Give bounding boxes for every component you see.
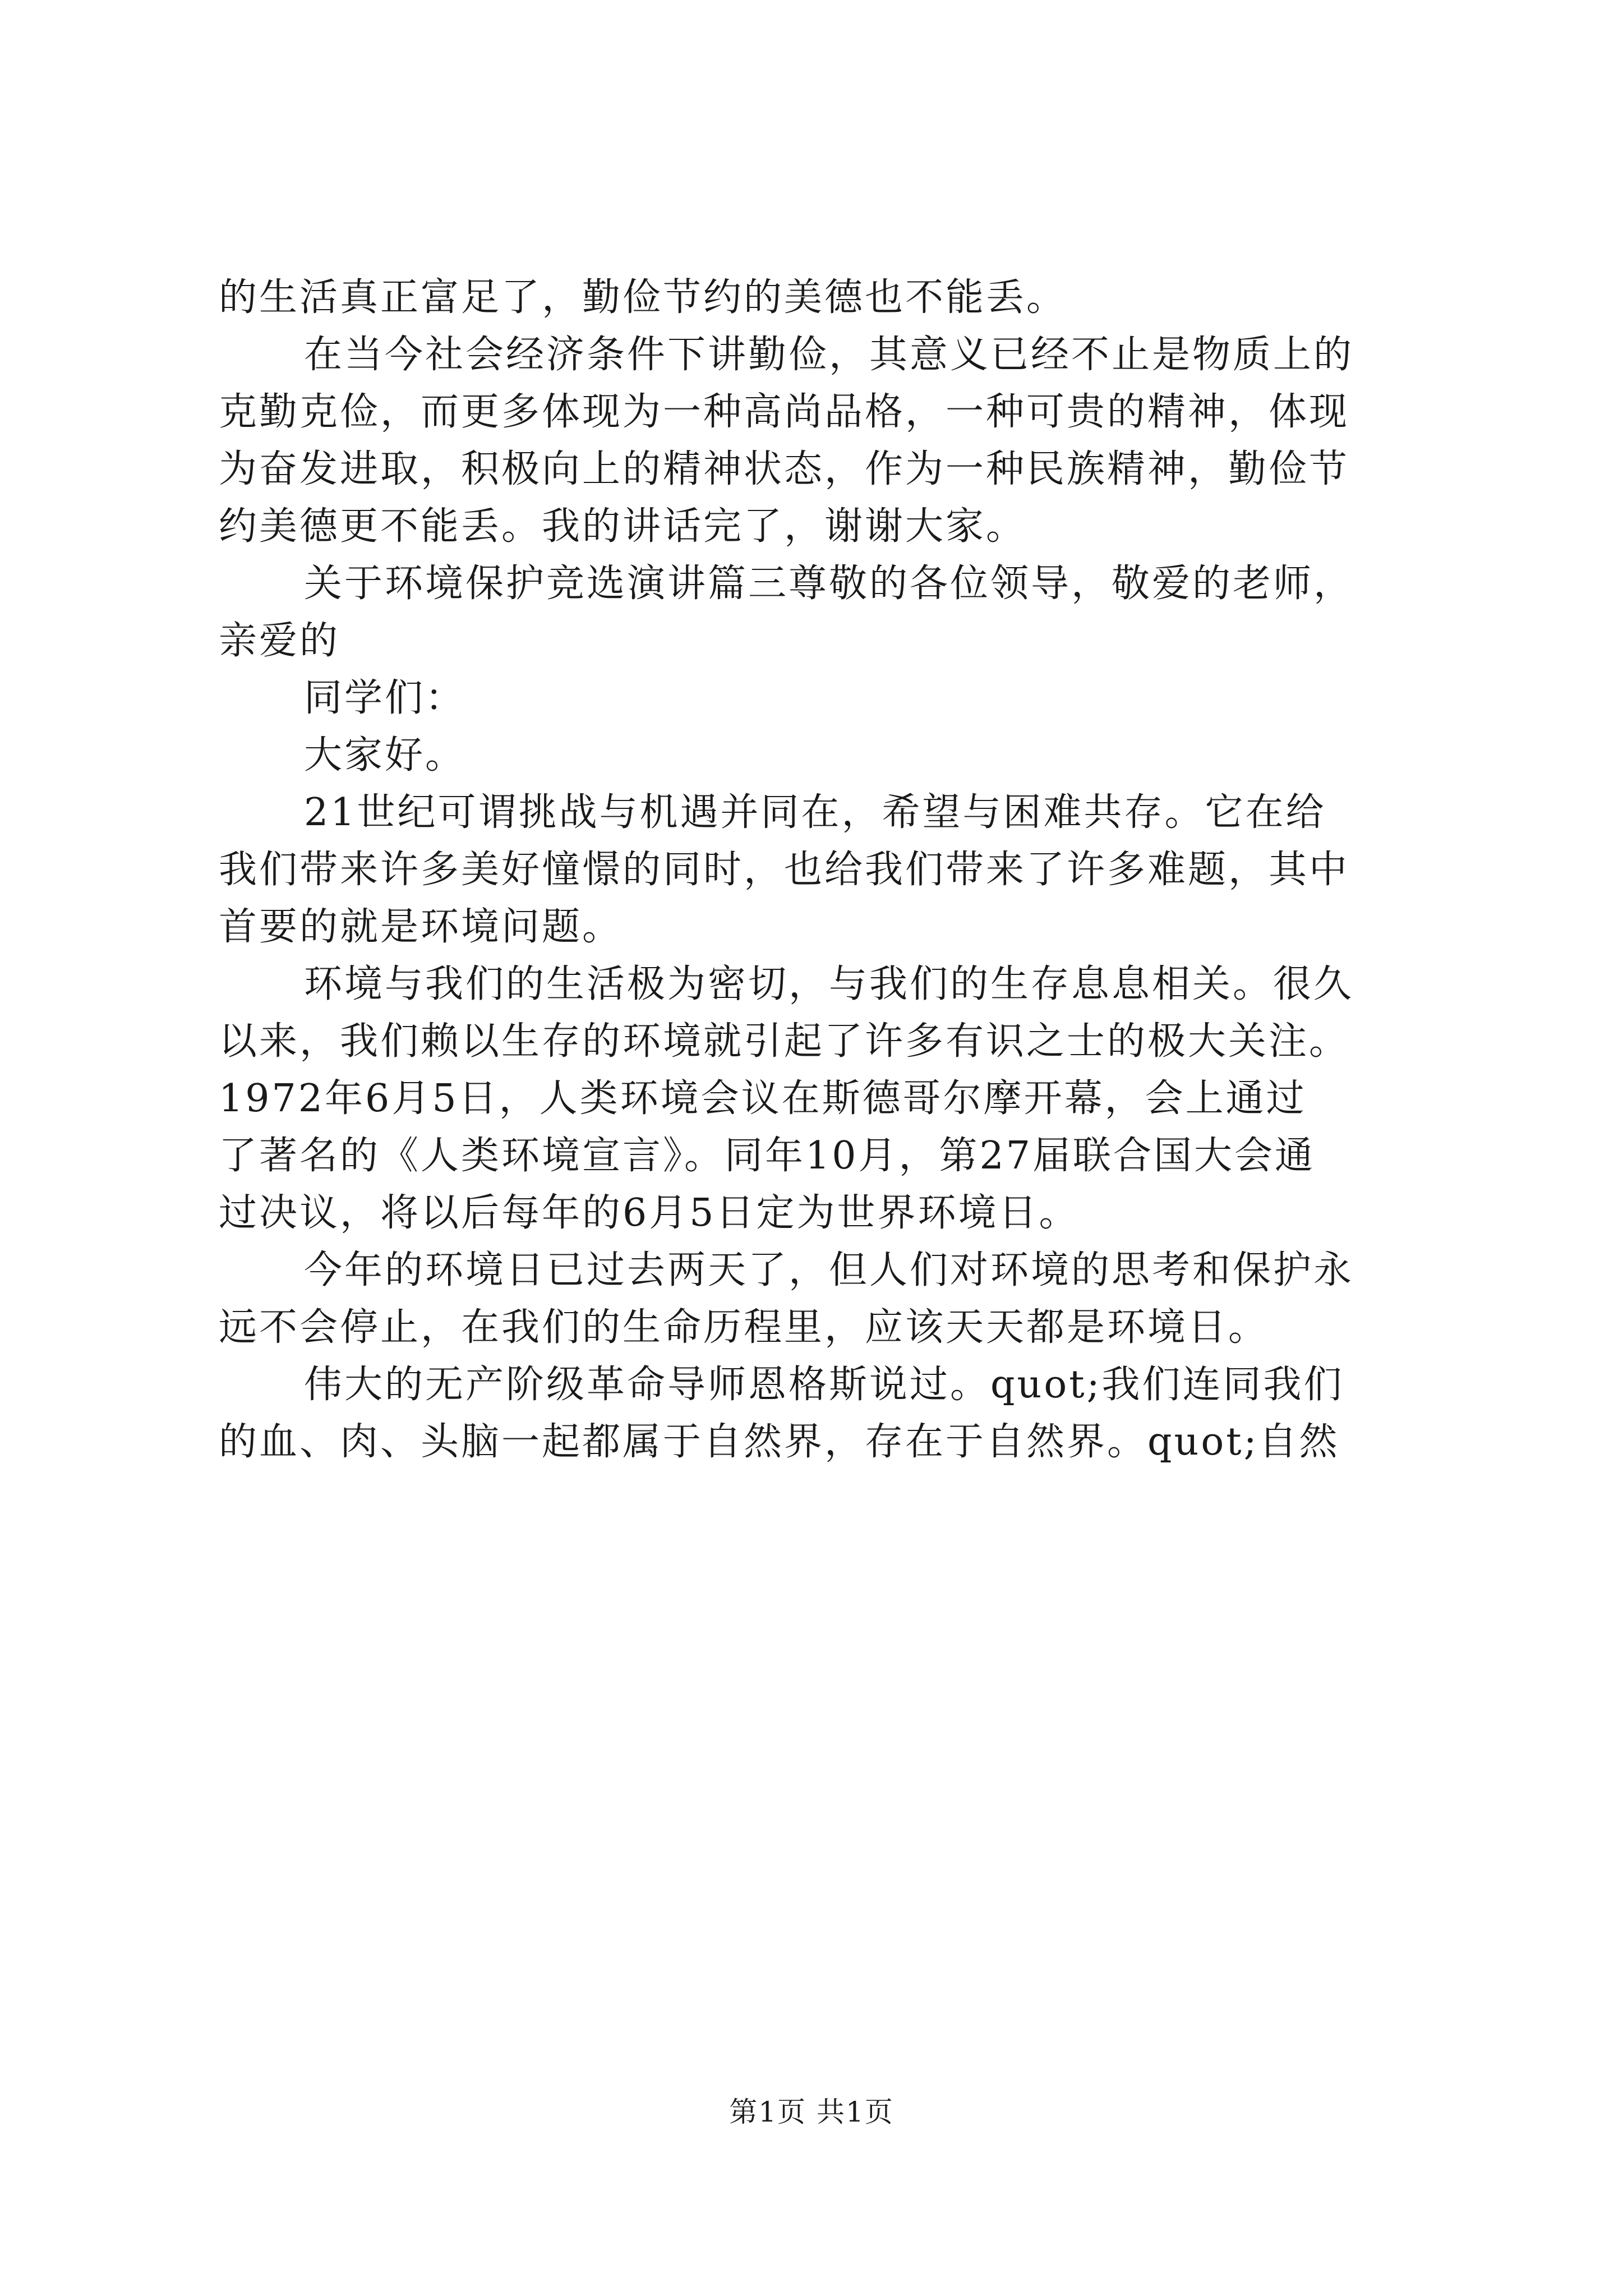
text-line: 远不会停止，在我们的生命历程里，应该天天都是环境日。 bbox=[219, 1305, 1269, 1350]
text-line: 过决议，将以后每年的6月5日定为世界环境日。 bbox=[219, 1191, 1080, 1235]
text-line: 约美德更不能丢。我的讲话完了，谢谢大家。 bbox=[219, 504, 1027, 549]
text-line: 以来，我们赖以生存的环境就引起了许多有识之士的极大关注。 bbox=[219, 1019, 1350, 1064]
text-line: 的血、肉、头脑一起都属于自然界，存在于自然界。quot;自然 bbox=[219, 1420, 1340, 1464]
text-line: 的生活真正富足了，勤俭节约的美德也不能丢。 bbox=[219, 275, 1067, 320]
text-line: 1972年6月5日，人类环境会议在斯德哥尔摩开幕，会上通过 bbox=[219, 1076, 1307, 1121]
paragraph-start-line: 同学们： bbox=[304, 676, 466, 720]
page-footer bbox=[0, 2092, 1623, 2132]
text-line: 我们带来许多美好憧憬的同时，也给我们带来了许多难题，其中 bbox=[219, 848, 1350, 892]
paragraph-start-line: 在当今社会经济条件下讲勤俭，其意义已经不止是物质上的 bbox=[304, 333, 1354, 377]
document-body bbox=[219, 269, 1419, 1471]
paragraph-start-line: 环境与我们的生活极为密切，与我们的生存息息相关。很久 bbox=[304, 962, 1354, 1006]
page-number: 第1页 共1页 bbox=[729, 2096, 894, 2128]
paragraph-start-line: 关于环境保护竞选演讲篇三尊敬的各位领导，敬爱的老师， bbox=[304, 562, 1354, 606]
text-line: 为奋发进取，积极向上的精神状态，作为一种民族精神，勤俭节 bbox=[219, 447, 1350, 491]
paragraph-start-line: 今年的环境日已过去两天了，但人们对环境的思考和保护永 bbox=[304, 1248, 1354, 1292]
paragraph-start-line: 21世纪可谓挑战与机遇并同在，希望与困难共存。它在给 bbox=[304, 790, 1326, 835]
text-line: 首要的就是环境问题。 bbox=[219, 905, 623, 949]
text-line: 亲爱的 bbox=[219, 619, 340, 663]
paragraph-start-line: 大家好。 bbox=[304, 733, 466, 777]
text-line: 克勤克俭，而更多体现为一种高尚品格，一种可贵的精神，体现 bbox=[219, 390, 1350, 434]
paragraph-start-line: 伟大的无产阶级革命导师恩格斯说过。quot;我们连同我们 bbox=[304, 1363, 1344, 1407]
text-line: 了著名的《人类环境宣言》。同年10月，第27届联合国大会通 bbox=[219, 1134, 1316, 1178]
